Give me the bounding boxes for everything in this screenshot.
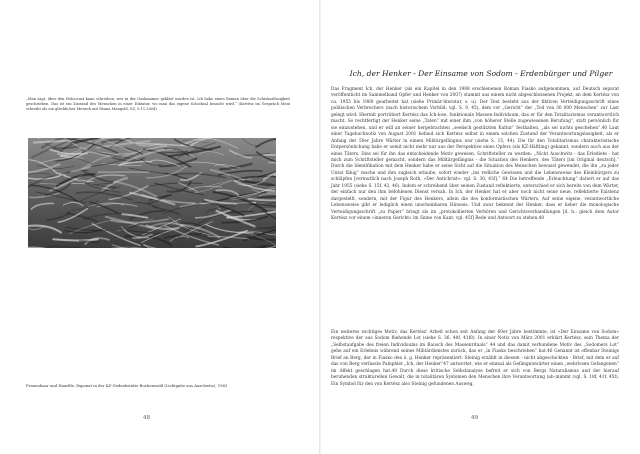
- page-number-right: 49: [471, 415, 479, 421]
- body-paragraph-2: Ein weiteres wichtiges Motiv, das Kertész' Arbeit schon seit Anfang der 60er Jahre bestimmte, ist »Der Einsame von Sodom« respektive der aus Sodom fliehende Lot (siehe S. 36, 40f, 41f8). In einer Notiz von März 2001 erklärt Kertész, sein Thema der „Selbstaufgabe des freien Individuums im Rausch des Massenrituals“ 44 und das damit verbundene Motiv des „Sodomers Lot“ gehe auf ein Erlebnis während seines Militärdienstes zurück, das er „in Fiasko beschrieben“ hat.46 Genannt ist offenbar Steinigs Brief an Berg, der in Fiasko den ö. g. Henker repräsentiert. Steinig erzählt in diesem - nicht abgeschickten - Brief, mit dem er auf das von Berg verfasste Pamphlet „Ich, der Henker“47 antwortet, wie er einmal als Gefängniswärter einen „wehrlosen Gefangenen“ im Affekt geschlagen hat.48 Durch diese kritische Selbstanalyse befreit er sich von Bergs Naturalismus und der hierauf beruhenden strukturellen Gewalt, die in totalitären Systemen den Menschen ihre Verantwortung (ab-)nimmt (vgl. S. 18f, 41f, 45f). Ein Symbol für den von Kertész also Steinig gefundenen Ausweg,: [331, 330, 619, 387]
- hair-strand: [80, 241, 98, 242]
- hair-texture-image: [28, 138, 276, 248]
- chapter-heading: Ich, der Henker - Der Einsame von Sodom - Erdenbürger und Pilger: [349, 69, 613, 78]
- right-page: [321, 0, 640, 454]
- body-paragraph-1: Das Fragment Ich, der Henker (als ein Kapitel in den 1988 erschienenen Roman Fiasko aufgenommen, auf Deutsch separat veröffentlicht im Sammelband Opfer und Henker von 2007) stammt aus einem nicht abgeschlossenen Projekt, an dem Kertész von ca. 1955 bis 1960 gearbeitet hat (siehe Primär-literatur, s. u). Der Text besteht aus der fiktiven Verteidigungsschrift eines politischen Verbrechers (nach historischem Vorbild: vgl. S. 9, 45), dem vor „Gericht“ der „Tod von 30 000 Menschen“ zur Last gelegt wird: Hiermit porträtiert Kertész das Ich-lose, funktionale Massen-Individuum, das er für den Totalitarismus verantwortlich macht. So rechtfertigt der Henker seine „Taten“ mit einer ihm „von höherer Stelle zugewiesenen Berufung“, statt persönlich für sie einzustehen, und er will an seiner hergebrachten „seelisch gestützten Kultur“ festhalten, „als sei nichts geschehen“.40 Laut einer Tagebuchnotiz von August 2001 befand sich Kertész selbst in einem solchen Zustand der Verantwortungslosigkeit, als er Anfang der 50er Jahre Wärter in einem Militärgefängnis war (siehe S. 15, 44). Die für den Totalitarismus charakteristische Entpersönlichung habe er somit nicht mehr nur aus der Perspektive eines Opfers (als KZ-Häftling) gekannt, sondern auch aus der eines Täters. Dies sei für ihn das entscheidende Motiv gewesen, Schriftsteller zu werden: „Nicht Auschwitz - das Erlediete - hat mich zum Schriftsteller gemacht, sondern das Militärgefängnis - die Situation des Henkers, des Täters [im Original deutsch].“ Durch die Identifikation mit dem Henker habe er seine Sicht auf die Situation des Menschen bewusst gewendet, die ihn „zu jeder Untat fähig“ mache und ihm zugleich erlaube, sofort wieder „ins redliche Gewissen und die Lebensweise des Kleinbürgers zu schlüpfen [vermutlich nach Joseph Roth, »Der Antichrist«: vgl. S. 30, 43f].“ 64 Die betreffende „Erleuchtung“ datiert er auf das Jahr 1955 (siehe S. 15f, 43, 46). Indem er schreibend über seinen Zustand reflektierte, unterschied er sich bereits von dem Wärter, der einfach nur den ihm befohlenen Dienst versah. In Ich, der Henker hat er aber noch nicht seine neue, reflektierte Existenz dargestellt, sondern, mit der Figur des Henkers, allein die des konformistischen Wärters. Auf seine eigene, verantwortliche Lebensweise gibt er lediglich einen unscheinbaren Hinweis. Und zwar bekennt der Henker, dass er lieber die monologische Verteidigungsschrift „zu Papier“ bringt als im „protokollierten Verhören und Gerichtsverhandlungen [d. h.: gleich dem Autor Kertész vor einem »inneren Gericht« im Sinne von Kant; vgl. 45f] Rede und Antwort zu stehen.40: [331, 87, 619, 222]
- hair-strand: [258, 227, 276, 228]
- hair-strand: [269, 163, 276, 164]
- page-number-left: 48: [143, 415, 151, 421]
- epigraph-quote: „Man sagt, über den Holocaust kann schreiben, wer in der Gaskammer geklärt worden ist. Ich habe einen Roman über die Schicksallosigkeit geschrieben. Das ist ein Zustand des Menschen in einer Diktatur, wo man das eigene Schicksal braucht wird.“ (Kertész im Gespräch Mein schreibt als ein glücklicher Mensch mit Ileana Mangold, SZ, 9.11.2004): [26, 97, 290, 112]
- photo-caption: Frauenhaar und Haarfilz, Exponat in der KZ-Gedenkstätte Buchenwald (Lichtgabe aus Auschwitz), 1963: [26, 383, 228, 388]
- hair-photograph: [28, 138, 276, 248]
- left-page: [0, 0, 319, 454]
